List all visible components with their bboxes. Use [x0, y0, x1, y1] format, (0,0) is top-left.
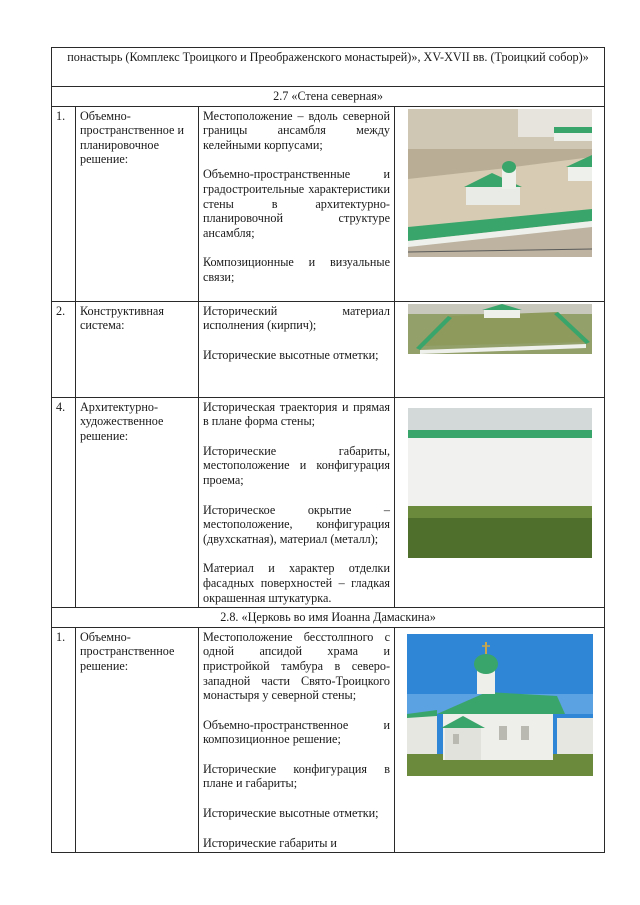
church-photo	[407, 634, 593, 776]
row-description	[199, 627, 395, 853]
monument-table	[51, 47, 605, 853]
row-number: 1.	[52, 627, 76, 853]
table-row	[52, 627, 605, 853]
row-description	[199, 106, 395, 301]
section-title-row	[52, 87, 605, 107]
aerial-view-courtyard-walls	[408, 304, 592, 354]
header-title: понастырь (Комплекс Троицкого и Преображенского монастырей)», XV-XVII вв. (Троицкий собор)»	[52, 48, 605, 87]
table-row	[52, 397, 605, 608]
section-title: 2.7 «Стена северная»	[52, 87, 605, 107]
row-number: 1.	[52, 106, 76, 301]
section-title-row	[52, 608, 605, 628]
row-description	[199, 301, 395, 397]
row-name: Архитектурно-художественное решение:	[76, 397, 199, 608]
description-item: Исторические высотные отметки;	[203, 347, 379, 362]
photo-cell	[395, 301, 605, 397]
row-number: 4.	[52, 397, 76, 608]
description-item: Материал и характер отделки фасадных поверхностей – гладкая окрашенная штукатурка.	[203, 561, 390, 605]
description-item: Объемно-пространственные и градостроительные характеристики стены в архитектурно-планировочной структуре ансамбля;	[203, 167, 390, 240]
row-description	[199, 397, 395, 608]
row-name: Объемно-пространственное решение:	[76, 627, 199, 853]
photo-cell	[395, 397, 605, 608]
description-item: Исторические габариты, местоположение и конфигурация проема;	[203, 443, 390, 487]
row-number: 2.	[52, 301, 76, 397]
row-name: Объемно-пространственное и планировочное решение:	[76, 106, 199, 301]
description-item: Композиционные и визуальные связи;	[203, 255, 390, 284]
description-item: Исторические конфигурация в плане и габариты;	[203, 761, 390, 791]
section-title: 2.8. «Церковь во имя Иоанна Дамаскина»	[52, 608, 605, 628]
header-row	[52, 48, 605, 87]
description-item: Историческое окрытие – местоположение, конфигурация (двухскатная), материал (металл);	[203, 502, 390, 546]
description-item: Историческая траектория и прямая в плане форма стены;	[203, 399, 390, 429]
aerial-view-north-wall	[408, 109, 592, 257]
row-name: Конструктивная система:	[76, 301, 199, 397]
white-wall-close-view	[408, 408, 592, 558]
description-item: Местоположение бесстолпного с одной апсидой храма и пристройкой тамбура в северо-западной части Свято-Троицкого монастыря у северной стены;	[203, 629, 390, 703]
description-item: Исторический материал исполнения (кирпич);	[203, 303, 390, 333]
description-item: Исторические высотные отметки;	[203, 806, 379, 821]
description-item: Исторические габариты и	[203, 835, 337, 850]
description-item: Местоположение – вдоль северной границы ансамбля между келейными корпусами;	[203, 108, 390, 152]
table-row	[52, 301, 605, 397]
photo-cell	[395, 627, 605, 853]
photo-cell	[395, 106, 605, 301]
description-item: Объемно-пространственное и композиционное решение;	[203, 717, 390, 747]
table-row	[52, 106, 605, 301]
